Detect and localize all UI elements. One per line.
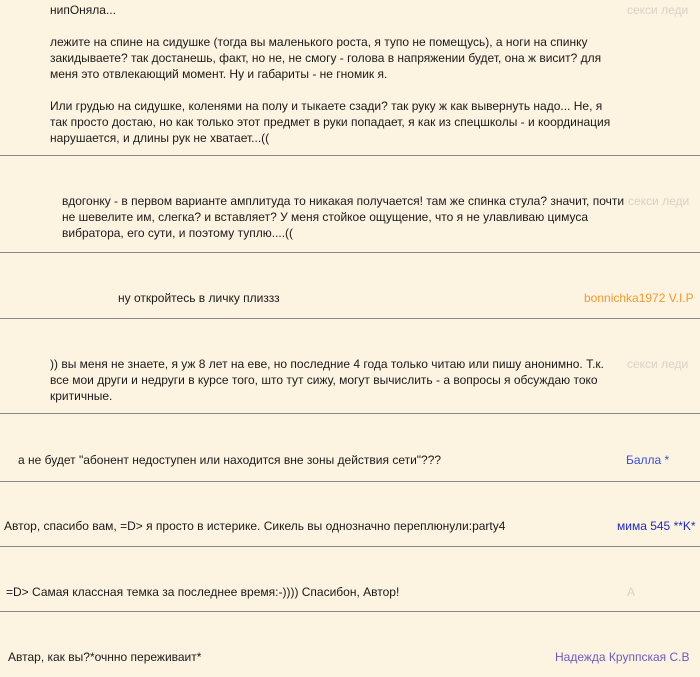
post-text: нипОняла... лежите на спине на сидушке (тогда вы маленького роста, я тупо не помещусь), а ноги на спинку закидываете? так достанешь, факт, но не, не смогу - голова в напряжении будет, она ж висит? для меня это отвлекающий момент. Ну и габариты - не гномик я. Или грудью на сидушке, коленями на полу и тыкаете сзади? так руку ж как вывернуть надо... Не, я так просто достаю, но как только этот предмет в руки попадает, я как из спецшколы - и координация нарушается, и длины рук не хватает...(( <box>50 3 611 145</box>
separator <box>0 252 700 253</box>
post-author[interactable]: А <box>627 585 636 599</box>
post-text: Автор, спасибо вам, =D> я просто в истерике. Сикель вы однозначно переплюнули:party4 <box>4 519 506 533</box>
post-text: =D> Самая классная темка за последнее время:-)))) Спасибон, Автор! <box>6 585 400 599</box>
post-text: а не будет "абонент недоступен или находится вне зоны действия сети"??? <box>18 453 442 467</box>
separator <box>0 155 700 156</box>
post-author[interactable]: мима 545 **K* <box>617 519 696 533</box>
post-author[interactable]: bonnichka1972 V.I.P <box>584 291 694 305</box>
post-text: Автар, как вы?*очнно переживаит* <box>8 650 202 664</box>
separator <box>0 413 700 414</box>
post-author[interactable]: Балла * <box>626 453 670 467</box>
separator <box>0 546 700 547</box>
post-text: вдогонку - в первом варианте амплитуда то никакая получается! там же спинка стула? значит, почти не шевелите им, слегка? и вставляет? У меня стойкое ощущение, что я не улавливаю цимуса вибратора, его сути, и поэтому туплю....(( <box>62 194 625 240</box>
separator <box>0 318 700 319</box>
post-author[interactable]: Надежда Круппская С.В <box>555 650 690 664</box>
post-author[interactable]: секси леди <box>627 357 689 371</box>
post-author[interactable]: секси леди <box>628 194 690 208</box>
separator <box>0 611 700 612</box>
post-text: ну откройтесь в личку плиззз <box>118 291 280 305</box>
separator <box>0 481 700 482</box>
post-author[interactable]: секси леди <box>627 3 689 17</box>
post-text: )) вы меня не знаете, я уж 8 лет на еве, но последние 4 года только читаю или пишу анонимно. Т.к. все мои други и недруги в курсе того, што тут сижу, могут вычислить - а вопросы я обсуждаю токо критичные. <box>50 357 604 403</box>
